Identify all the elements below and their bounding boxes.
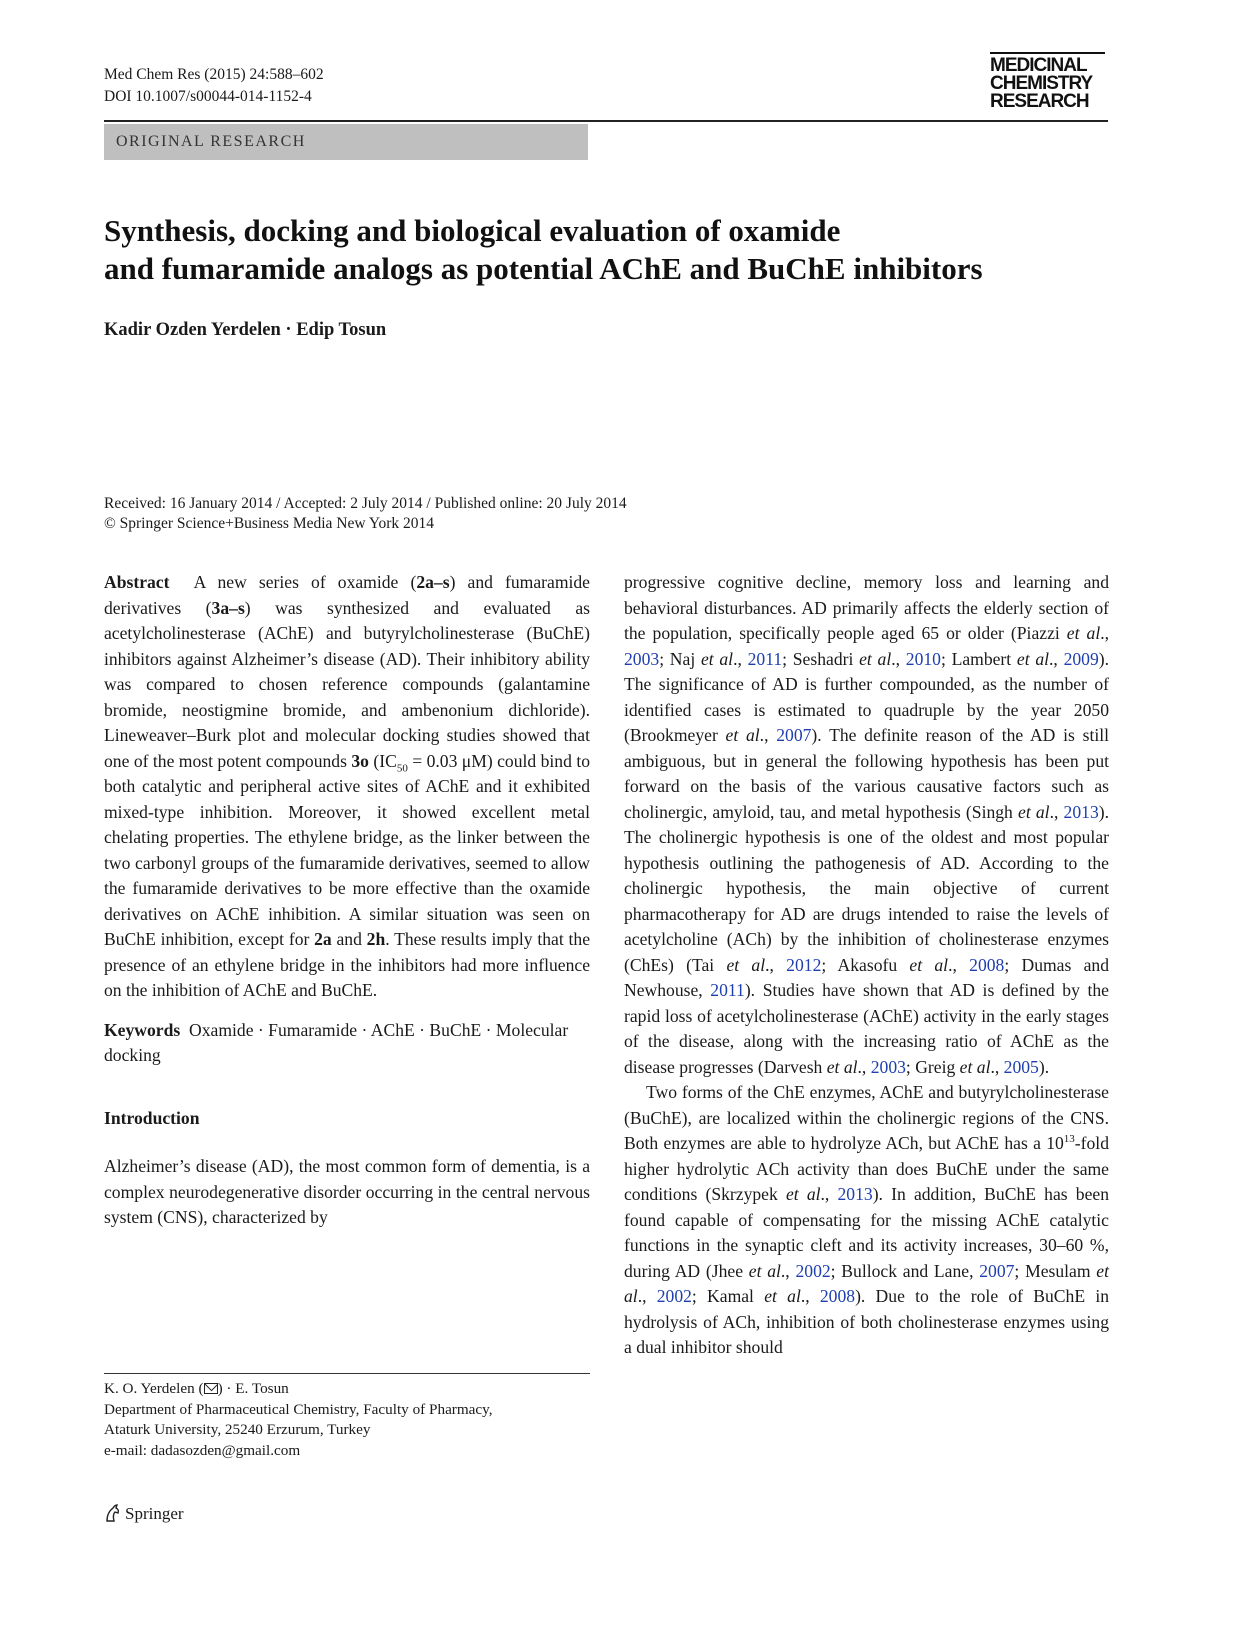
citation-link[interactable]: 2002	[795, 1260, 831, 1281]
dates-line: Received: 16 January 2014 / Accepted: 2 July 2014 / Published online: 20 July 2014	[104, 495, 627, 512]
keywords-list: Oxamide · Fumaramide · AChE · BuChE · Molecular docking	[104, 1019, 569, 1065]
introduction-paragraph: Alzheimer’s disease (AD), the most common form of dementia, is a complex neurodegenerative disorder occurring in the central nervous system (CNS), characterized by	[104, 1156, 590, 1227]
right-column	[624, 570, 1109, 1361]
paper-title	[104, 212, 1114, 288]
affiliation-line: Department of Pharmaceutical Chemistry, Faculty of Pharmacy,	[104, 1400, 493, 1418]
citation-link[interactable]: 2005	[1003, 1056, 1039, 1077]
citation-link[interactable]: 2008	[969, 954, 1005, 975]
abstract-label: Abstract	[104, 572, 170, 592]
citation-link[interactable]: 2007	[776, 725, 812, 745]
publisher-mark	[104, 1503, 184, 1524]
title-line: Synthesis, docking and biological evaluation of oxamide	[104, 213, 841, 248]
journal-citation: Med Chem Res (2015) 24:588–602	[104, 66, 324, 83]
publication-dates	[104, 494, 627, 534]
citation-link[interactable]: 2002	[656, 1286, 692, 1306]
logo-line: CHEMISTRY	[990, 73, 1093, 94]
citation-link[interactable]: 2011	[747, 648, 783, 669]
citation-link[interactable]: 2012	[786, 954, 822, 975]
citation-link[interactable]: 2008	[819, 1286, 856, 1306]
header-divider	[104, 120, 1108, 122]
body-paragraph: progressive cognitive decline, memory loss and learning and behavioral disturbances. AD primarily affects the elderly section of the population, specifically people aged 65 or older (Piazzi et al., 2003; Naj et al., 2011; Seshadri et al., 2010; Lambert et al., 2009). The significance of AD is further compounded, as the number of identified cases is estimated to quadruple by the year 2050 (Brookmeyer et al., 2007). The definite reason of the AD is still ambiguous, but in general the following hypothesis has been put forward on the basis of the various causative factors such as cholinergic, amyloid, tau, and metal hypothesis (Singh et al., 2013). The cholinergic hypothesis is one of the oldest and most popular hypothesis outlining the pathogenesis of AD. According to the cholinergic hypothesis, the main objective of current pharmacotherapy for AD are drugs intended to raise the levels of acetylcholine (ACh) by the inhibition of cholinesterase enzymes (ChEs) (Tai et al., 2012; Akasofu et al., 2008; Dumas and Newhouse, 2011). Studies have shown that AD is defined by the rapid loss of acetylcholinesterase (AChE) activity in the early stages of the disease, along with the increasing ratio of AChE as the disease progresses (Darvesh et al., 2003; Greig et al., 2005).	[624, 572, 1110, 1077]
section-label: ORIGINAL RESEARCH	[104, 124, 588, 160]
journal-logo	[990, 52, 1105, 111]
affiliation-line: Ataturk University, 25240 Erzurum, Turkey	[104, 1421, 371, 1438]
left-column	[104, 570, 590, 1231]
citation-link[interactable]: 2013	[837, 1184, 873, 1204]
citation-link[interactable]: 2003	[870, 1056, 906, 1077]
title-line: and fumaramide analogs as potential AChE and BuChE inhibitors	[104, 251, 983, 286]
citation-link[interactable]: 2013	[1063, 801, 1099, 822]
footnote-divider	[104, 1373, 590, 1374]
compound-ref: 2h	[366, 929, 386, 949]
logo-line: RESEARCH	[990, 91, 1089, 112]
body-paragraph: Two forms of the ChE enzymes, AChE and butyrylcholinesterase (BuChE), are localized within the cholinergic regions of the CNS. Both enzymes are able to hydrolyze ACh, but AChE has a $10^{13}$-fold higher hydrolytic ACh activity than does BuChE under the same conditions (Skrzypek et al., 2013). In addition, BuChE has been found capable of compensating for the missing AChE catalytic functions in the synaptic cleft and its activity increases, 30–60 %, during AD (Jhee et al., 2002; Bullock and Lane, 2007; Mesulam et al., 2002; Kamal et al., 2008). Due to the role of BuChE in hydrolysis of ACh, inhibition of both cholinesterase enzymes using a dual inhibitor should	[624, 1082, 1110, 1357]
citation-link[interactable]: 2011	[710, 980, 745, 1000]
envelope-icon	[204, 1383, 218, 1394]
citation-link[interactable]: 2010	[905, 648, 941, 669]
footnote-authors: K. O. Yerdelen ( ) · E. Tosun	[104, 1380, 289, 1397]
copyright-line: © Springer Science+Business Media New York 2014	[104, 515, 435, 532]
springer-horse-icon	[104, 1503, 122, 1523]
publisher-name: Springer	[125, 1504, 184, 1523]
compound-ref: 3o	[351, 750, 369, 771]
doi[interactable]: DOI 10.1007/s00044-014-1152-4	[104, 88, 312, 105]
keywords-label: Keywords	[104, 1019, 181, 1040]
logo-bar	[990, 52, 1105, 54]
compound-ref: 2a–s	[416, 572, 450, 592]
compound-ref: 2a	[314, 929, 332, 949]
citation-link[interactable]: 2009	[1063, 648, 1099, 669]
keywords	[104, 1018, 590, 1069]
email[interactable]: e-mail: dadasozden@gmail.com	[104, 1441, 301, 1459]
authors: Kadir Ozden Yerdelen · Edip Tosun	[104, 320, 387, 340]
logo-line: MEDICINAL	[990, 55, 1087, 76]
citation-link[interactable]: 2003	[624, 648, 660, 669]
abstract: Abstract A new series of oxamide (2a–s) and fumaramide derivatives (3a–s) was synthesized and evaluated as acetylcholinesterase (AChE) and butyrylcholinesterase (BuChE) inhibitors against Alzheimer’s disease (AD). Their inhibitory ability was compared to chosen reference compounds (galantamine bromide, neostigmine bromide, and ambenonium dichloride). Lineweaver–Burk plot and molecular docking studies showed that one of the most potent compounds 3o ($IC_{50} = 0.03$ μM) could bind to both catalytic and peripheral active sites of AChE and it exhibited mixed-type inhibition. Moreover, it showed excellent metal chelating properties. The ethylene bridge, as the linker between the two carbonyl groups of the fumaramide derivatives, seemed to allow the fumaramide derivatives to be more effective than the oxamide derivatives on AChE inhibition. A similar situation was seen on BuChE inhibition, except for 2a and 2h. These results imply that the presence of an ethylene bridge in the inhibitors had more influence on the inhibition of AChE and BuChE.	[104, 572, 591, 1000]
citation-link[interactable]: 2007	[979, 1260, 1015, 1281]
introduction-heading: Introduction	[104, 1107, 200, 1128]
compound-ref: 3a–s	[211, 597, 245, 618]
author-footnote	[104, 1379, 590, 1461]
journal-header	[104, 64, 324, 108]
